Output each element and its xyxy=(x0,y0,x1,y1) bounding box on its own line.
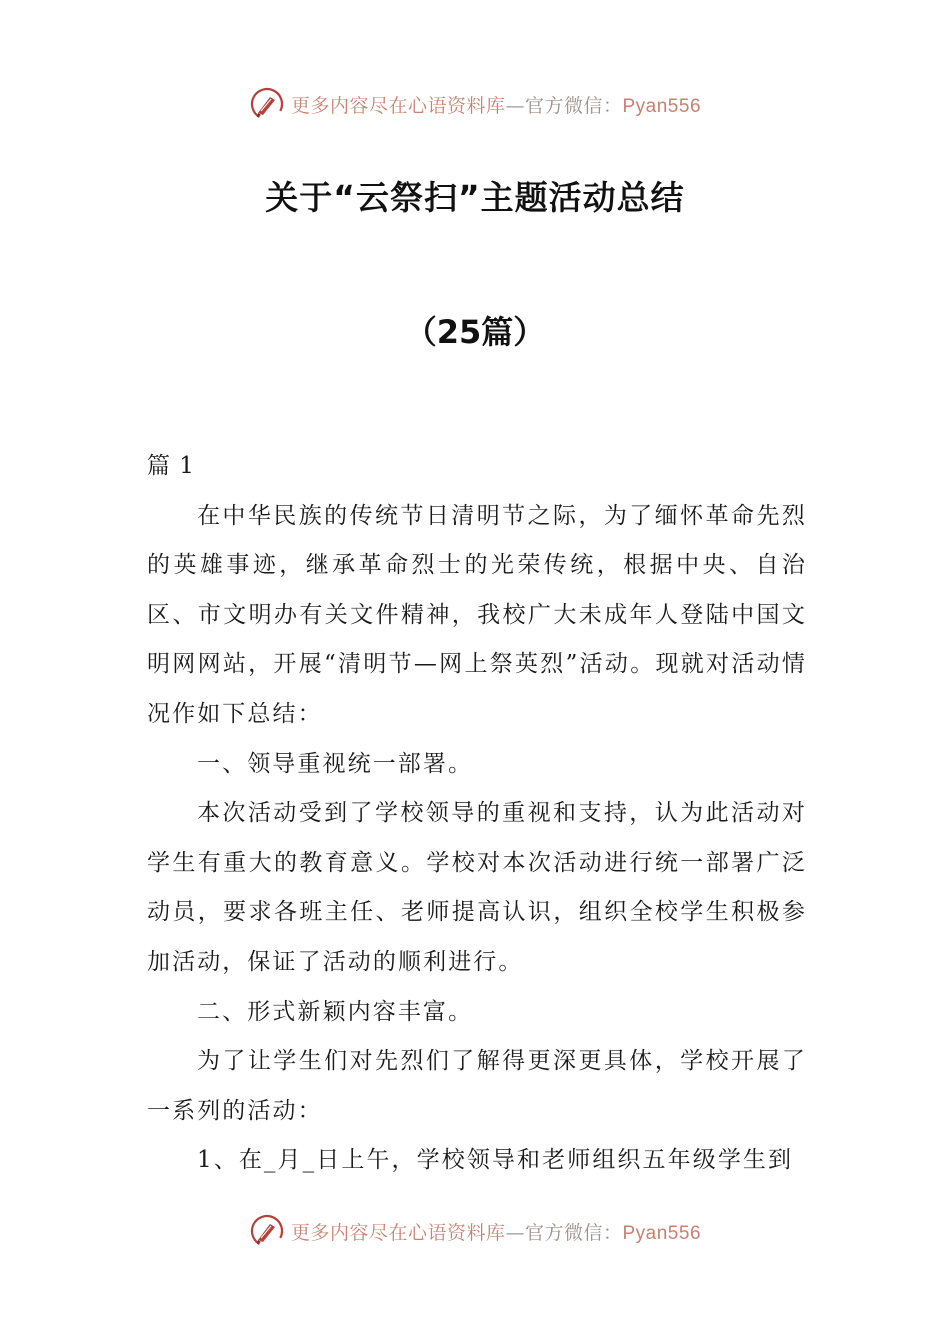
document-body xyxy=(147,442,807,1186)
watermark-site-text: 更多内容尽在心语资料库 xyxy=(290,1221,506,1244)
watermark-wechat-label: 官方微信： xyxy=(524,1221,623,1244)
watermark-wechat-id: Pyan556 xyxy=(622,1222,702,1244)
section-label: 篇 1 xyxy=(147,453,195,479)
watermark-separator: — xyxy=(505,1221,525,1244)
pen-nib-icon xyxy=(249,86,285,122)
watermark-wechat-id: Pyan556 xyxy=(622,95,702,117)
paragraph: 1、在_月_日上午，学校领导和老师组织五年级学生到 xyxy=(197,1147,794,1174)
watermark-text xyxy=(291,91,701,118)
watermark-separator: — xyxy=(505,94,525,117)
pen-nib-icon xyxy=(249,1213,285,1249)
document-title: 关于“云祭扫”主题活动总结 xyxy=(265,178,685,217)
watermark-site-text: 更多内容尽在心语资料库 xyxy=(290,94,506,117)
watermark-text xyxy=(291,1218,701,1245)
section-heading: 二、形式新颖内容丰富。 xyxy=(197,998,474,1025)
section-heading: 一、领导重视统一部署。 xyxy=(197,750,474,777)
paragraph: 为了让学生们对先烈们了解得更深更具体，学校开展了一系列的活动： xyxy=(147,1048,807,1124)
paragraph: 在中华民族的传统节日清明节之际，为了缅怀革命先烈的英雄事迹，继承革命烈士的光荣传统，根据中央、自治区、市文明办有关文件精神，我校广大未成年人登陆中国文明网网站，开展“清明节—网上祭英烈”活动。现就对活动情况作如下总结： xyxy=(147,502,807,727)
document-subtitle: （25篇） xyxy=(404,313,546,351)
watermark-wechat-label: 官方微信： xyxy=(524,94,623,117)
header-watermark xyxy=(0,82,950,126)
paragraph: 本次活动受到了学校领导的重视和支持，认为此活动对学生有重大的教育意义。学校对本次活动进行统一部署广泛动员，要求各班主任、老师提高认识，组织全校学生积极参加活动，保证了活动的顺利进行。 xyxy=(147,800,807,975)
footer-watermark xyxy=(0,1209,950,1253)
